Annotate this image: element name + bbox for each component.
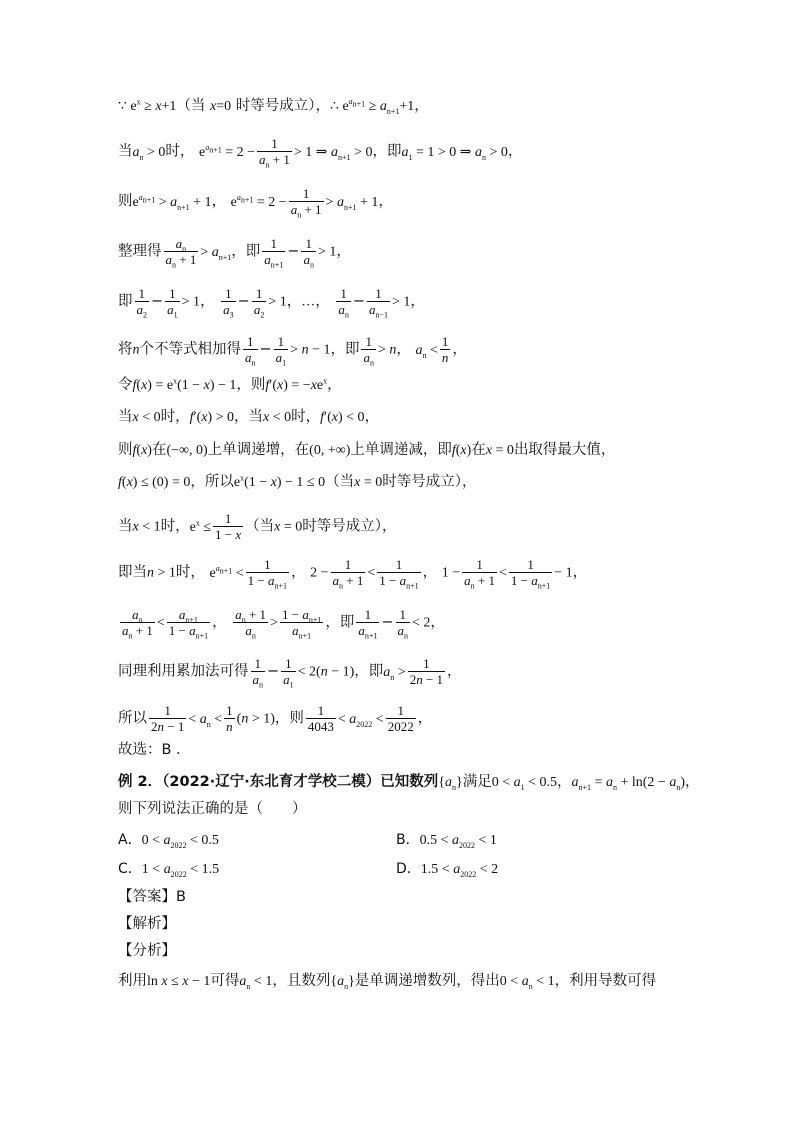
text-line-3: 则$e^{a_{n+1}} > a_{n+1} + 1$， $e^{a_{n+1}} = 2$ − $\frac{1}{a_n + 1}$ > $a_{n+1} + 1$， <box>118 186 393 220</box>
text-line-15: 所以 $\frac{1}{2n - 1}$ < $a_n$ < $\frac{1}{n}$ (n > 1)，则 $\frac{1}{4043}$ < $a_{2022}$ < $\frac{1}{2022}$ ， <box>118 703 433 734</box>
option-a[interactable]: A．$0 < a_{2022} < 0.5$ <box>118 832 219 850</box>
text-line-9: 则f(x)在(−∞, 0)上单调递增，在(0, +∞)上单调递减，即f(x)在x = 0出取得最大值， <box>118 442 616 458</box>
text-line-14: 同理利用累加法可得 $\frac{1}{a_n}$ − $\frac{1}{a_1}$ < 2(n − 1)，即$a_n$ > $\frac{1}{2n - 1}$ ， <box>118 656 462 690</box>
text-line-1: ∵ $e^x \ge x+1$（当 x=0 时等号成立），∴ $e^{a_{n+1}} \ge a_{n+1}+1$， <box>118 97 429 116</box>
text-line-5: 即 $\frac{1}{a_2}$ − $\frac{1}{a_1}$ > 1， $\frac{1}{a_3}$ − $\frac{1}{a_2}$ > 1，…， $\frac{1}{a_n}$ − $\frac{1}{a_{n-1}}$ > 1， <box>118 286 425 320</box>
text-line-11: 当x < 1时，$e^x$ ≤ $\frac{1}{1 - x}$ （当x = 0时等号成立）， <box>118 511 397 542</box>
text-line-4: 整理得 $\frac{a_n}{a_n + 1}$ > $a_{n+1}$，即 $\frac{1}{a_{n+1}}$ − $\frac{1}{a_n}$ > 1， <box>118 236 351 270</box>
text-line-16: 故选：B ． <box>118 742 191 758</box>
text-line-13: $\frac{a_n}{a_n + 1}$ < $\frac{a_{n+1}}{1 - a_{n+1}}$ ， $\frac{a_n + 1}{a_n}$ > $\frac{1 - a_{n+1}}{a_{n+1}}$ ，即 $\frac{1}{a_{n+1}}$ − $\frac{1}{a_n}$ < 2， <box>122 607 445 641</box>
option-b[interactable]: B．$0.5 < a_{2022} < 1$ <box>396 832 497 850</box>
text-line-8: 当x < 0时，f′(x) > 0，当x < 0时，f′(x) < 0， <box>118 409 380 425</box>
text-line-2: 当$a_n > 0$时， $e^{a_{n+1}} = 2$ − $\frac{1}{a_n + 1}$ > 1 ⇒ $a_{n+1} > 0$，即$a_1 = 1 > 0$ ⇒ $a_n > 0$， <box>118 136 523 170</box>
example-2-question: 则下列说法正确的是（ ） <box>118 801 307 817</box>
option-d[interactable]: D．$1.5 < a_{2022} < 2$ <box>396 861 499 879</box>
answer-tag: 【答案】B <box>118 889 186 905</box>
fenxi-tag: 【分析】 <box>118 943 176 959</box>
text-line-12: 即当n > 1时， $e^{a_{n+1}}$ < $\frac{1}{1 - a_{n+1}}$ ， 2 − $\frac{1}{a_n + 1}$ < $\frac{1}{1 - a_{n+1}}$ ， 1 − $\frac{1}{a_n + 1}$ < $\frac{1}{1 - a_{n+1}}$ − 1， <box>118 557 588 591</box>
analysis-text: 利用ln x ≤ x − 1可得$a_n < 1$，且数列$\{a_n\}$是单调递增数列，得出$0 < a_n < 1$，利用导数可得 <box>118 973 657 991</box>
analysis-tag: 【解析】 <box>118 916 176 932</box>
text-line-7: 令$f(x) = e^x(1 - x) - 1$，则$f'(x) = -xe^x$， <box>118 376 342 393</box>
text-line-10: f(x) ≤ (0) = 0，所以$e^x(1 - x) - 1 \le 0$（当x = 0时等号成立）， <box>118 473 477 490</box>
option-c[interactable]: C．$1 < a_{2022} < 1.5$ <box>118 861 220 879</box>
example-2-stem: 例 2．（2022·辽宁·东北育才学校二模）已知数列$\{a_n\}$满足$0 < a_1 < 0.5$，$a_{n+1} = a_n + \ln(2 - a_n)$， <box>118 774 700 792</box>
text-line-6: 将n个不等式相加得 $\frac{1}{a_n}$ − $\frac{1}{a_1}$ > n − 1，即 $\frac{1}{a_n}$ > n， $a_n$ < $\frac{1}{n}$ ， <box>118 334 467 368</box>
